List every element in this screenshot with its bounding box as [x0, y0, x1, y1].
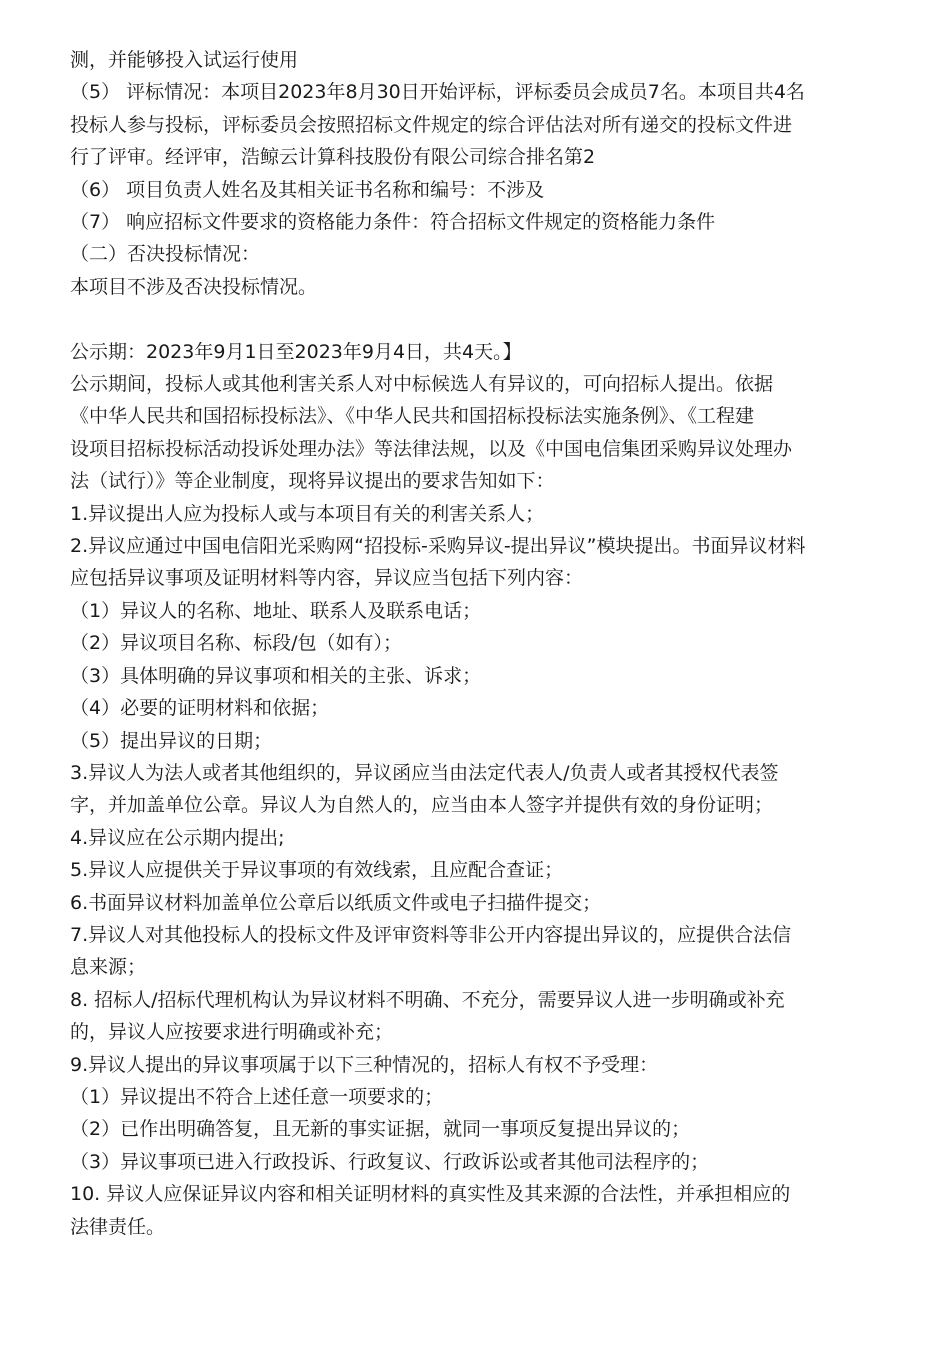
text-line: 测，并能够投入试运行使用	[70, 49, 299, 71]
text-line: 法律责任。	[70, 1215, 166, 1238]
text-line: 《中华人民共和国招标投标法》、《中华人民共和国招标投标法实施条例》、《工程建	[70, 405, 755, 428]
text-line: 法（试行）》等企业制度，现将异议提出的要求告知如下：	[70, 470, 555, 493]
text-line: 息来源；	[70, 956, 147, 979]
text-line: 公示期：2023年9月1日至2023年9月4日，共4天。】	[70, 340, 522, 363]
text-line: （5） 评标情况：本项目2023年8月30日开始评标，评标委员会成员7名。本项目共4名	[70, 81, 805, 104]
text-line: 9.异议人提出的异议事项属于以下三种情况的，招标人有权不予受理：	[70, 1053, 659, 1076]
text-line: （二）否决投标情况：	[70, 243, 261, 266]
document-body	[70, 44, 885, 1243]
text-line: 6.书面异议材料加盖单位公章后以纸质文件或电子扫描件提交；	[70, 891, 602, 914]
text-line: 5.异议人应提供关于异议事项的有效线索，且应配合查证；	[70, 859, 564, 882]
text-line: （4）必要的证明材料和依据；	[70, 697, 330, 720]
text-line: 公示期间，投标人或其他利害关系人对中标候选人有异议的，可向招标人提出。依据	[70, 373, 774, 396]
text-line: 的，异议人应按要求进行明确或补充；	[70, 1021, 394, 1044]
text-line: 应包括异议事项及证明材料等内容，异议应当包括下列内容：	[70, 567, 584, 590]
text-line: （5）提出异议的日期；	[70, 729, 273, 752]
text-line: 1.异议提出人应为投标人或与本项目有关的利害关系人；	[70, 502, 545, 525]
text-line: 2.异议应通过中国电信阳光采购网“招投标-采购异议-提出异议”模块提出。书面异议材料	[70, 535, 806, 558]
text-line: 4.异议应在公示期内提出;	[70, 826, 285, 849]
text-line: （2）异议项目名称、标段/包（如有）；	[70, 632, 402, 655]
text-line: 行了评审。经评审，浩鲸云计算科技股份有限公司综合排名第2	[70, 146, 596, 169]
text-line: 投标人参与投标，评标委员会按照招标文件规定的综合评估法对所有递交的投标文件进	[70, 113, 793, 136]
text-line: （1）异议人的名称、地址、联系人及联系电话；	[70, 599, 482, 622]
text-line: （2）已作出明确答复，且无新的事实证据，就同一事项反复提出异议的；	[70, 1118, 691, 1141]
text-line: （1）异议提出不符合上述任意一项要求的；	[70, 1085, 444, 1108]
blank-line	[70, 303, 885, 335]
text-line: （3）异议事项已进入行政投诉、行政复议、行政诉讼或者其他司法程序的；	[70, 1150, 710, 1173]
text-line: （6） 项目负责人姓名及其相关证书名称和编号：不涉及	[70, 178, 545, 201]
text-line: 8. 招标人/招标代理机构认为异议材料不明确、不充分，需要异议人进一步明确或补充	[70, 988, 785, 1011]
text-line: 本项目不涉及否决投标情况。	[70, 275, 318, 298]
text-line: 7.异议人对其他投标人的投标文件及评审资料等非公开内容提出异议的，应提供合法信	[70, 923, 792, 946]
text-line: 字，并加盖单位公章。异议人为自然人的，应当由本人签字并提供有效的身份证明；	[70, 794, 774, 817]
text-line: 设项目招标投标活动投诉处理办法》等法律法规，以及《中国电信集团采购异议处理办	[70, 437, 793, 460]
text-line: 10. 异议人应保证异议内容和相关证明材料的真实性及其来源的合法性，并承担相应的	[70, 1183, 791, 1206]
text-line: （3）具体明确的异议事项和相关的主张、诉求；	[70, 664, 482, 687]
text-line: 3.异议人为法人或者其他组织的，异议函应当由法定代表人/负责人或者其授权代表签	[70, 761, 779, 784]
text-line: （7） 响应招标文件要求的资格能力条件：符合招标文件规定的资格能力条件	[70, 211, 716, 234]
